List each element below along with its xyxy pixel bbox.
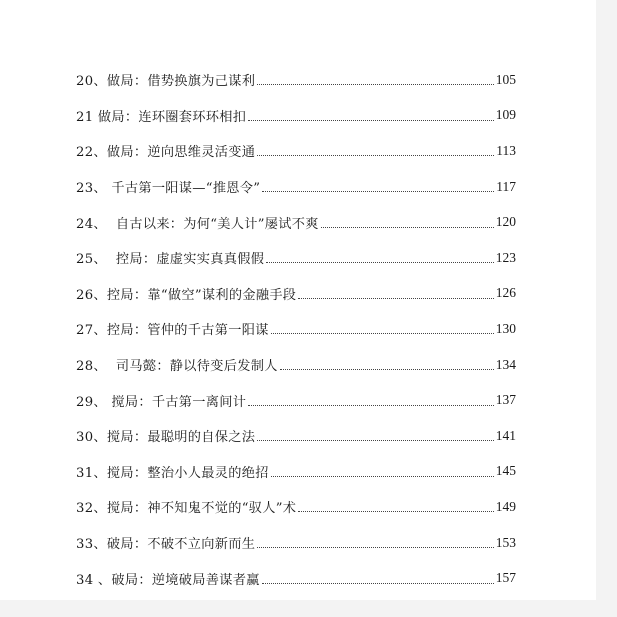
toc-entry-title: 24、 自古以来：为何“美人计”屡试不爽 [76, 216, 319, 232]
toc-entry-page: 120 [495, 214, 516, 230]
dot-leader [298, 298, 493, 299]
page-edge-right [596, 0, 617, 617]
toc-entry [76, 560, 516, 596]
dot-leader [248, 405, 494, 406]
toc-entry-title: 31、搅局：整治小人最灵的绝招 [76, 465, 269, 481]
toc-entry-page: 105 [495, 71, 516, 87]
toc-entry [76, 489, 516, 525]
dot-leader [257, 440, 494, 441]
toc-entry-title: 30、搅局：最聪明的自保之法 [76, 430, 256, 446]
toc-entry-page: 130 [495, 320, 516, 336]
toc-entry-title: 33、破局：不破不立向新而生 [76, 537, 256, 553]
toc-entry [76, 525, 516, 561]
toc-entry-page: 145 [495, 463, 516, 479]
toc-entry-title: 32、搅局：神不知鬼不觉的“驭人”术 [76, 501, 297, 517]
toc-entry-title: 27、控局：管仲的千古第一阳谋 [76, 323, 269, 339]
toc-entry-title: 21 做局：连环圈套环环相扣 [76, 109, 247, 125]
toc-entry [76, 240, 516, 276]
toc-entry-page: 117 [496, 178, 516, 194]
toc-entry-title: 34 、破局：逆境破局善谋者赢 [76, 572, 260, 588]
toc-entry-page: 137 [495, 392, 516, 408]
toc-entry [76, 382, 516, 418]
toc-entry-page: 157 [495, 570, 516, 586]
toc-entry [76, 347, 516, 383]
page-edge-bottom [0, 600, 617, 617]
toc-entry-title: 20、做局：借势换旗为己谋利 [76, 74, 256, 90]
dot-leader [257, 547, 494, 548]
table-of-contents [76, 62, 516, 596]
toc-entry [76, 311, 516, 347]
dot-leader [271, 333, 494, 334]
toc-entry-page: 134 [495, 356, 516, 372]
dot-leader [280, 369, 494, 370]
toc-entry-title: 28、 司马懿：静以待变后发制人 [76, 359, 278, 375]
toc-entry [76, 133, 516, 169]
dot-leader [257, 84, 494, 85]
toc-entry-page: 113 [496, 142, 516, 158]
toc-entry-title: 22、做局：逆向思维灵活变通 [76, 145, 256, 161]
toc-entry [76, 276, 516, 312]
dot-leader [298, 511, 493, 512]
toc-entry [76, 62, 516, 98]
toc-entry [76, 169, 516, 205]
toc-entry [76, 454, 516, 490]
dot-leader [248, 120, 494, 121]
toc-entry [76, 98, 516, 134]
toc-entry-title: 26、控局：靠“做空”谋利的金融手段 [76, 287, 297, 303]
toc-entry-page: 149 [495, 498, 516, 514]
toc-entry-page: 141 [495, 427, 516, 443]
toc-entry-page: 126 [495, 285, 516, 301]
toc-entry [76, 418, 516, 454]
dot-leader [262, 583, 494, 584]
toc-entry-title: 29、 搅局：千古第一离间计 [76, 394, 247, 410]
toc-entry-title: 25、 控局：虚虚实实真真假假 [76, 252, 265, 268]
dot-leader [266, 262, 494, 263]
dot-leader [271, 476, 494, 477]
toc-entry [76, 204, 516, 240]
toc-entry-title: 23、 千古第一阳谋—“推恩令” [76, 181, 261, 197]
toc-entry-page: 153 [495, 534, 516, 550]
toc-entry-page: 109 [495, 107, 516, 123]
dot-leader [262, 191, 494, 192]
dot-leader [257, 155, 494, 156]
toc-entry-page: 123 [495, 249, 516, 265]
dot-leader [321, 227, 494, 228]
